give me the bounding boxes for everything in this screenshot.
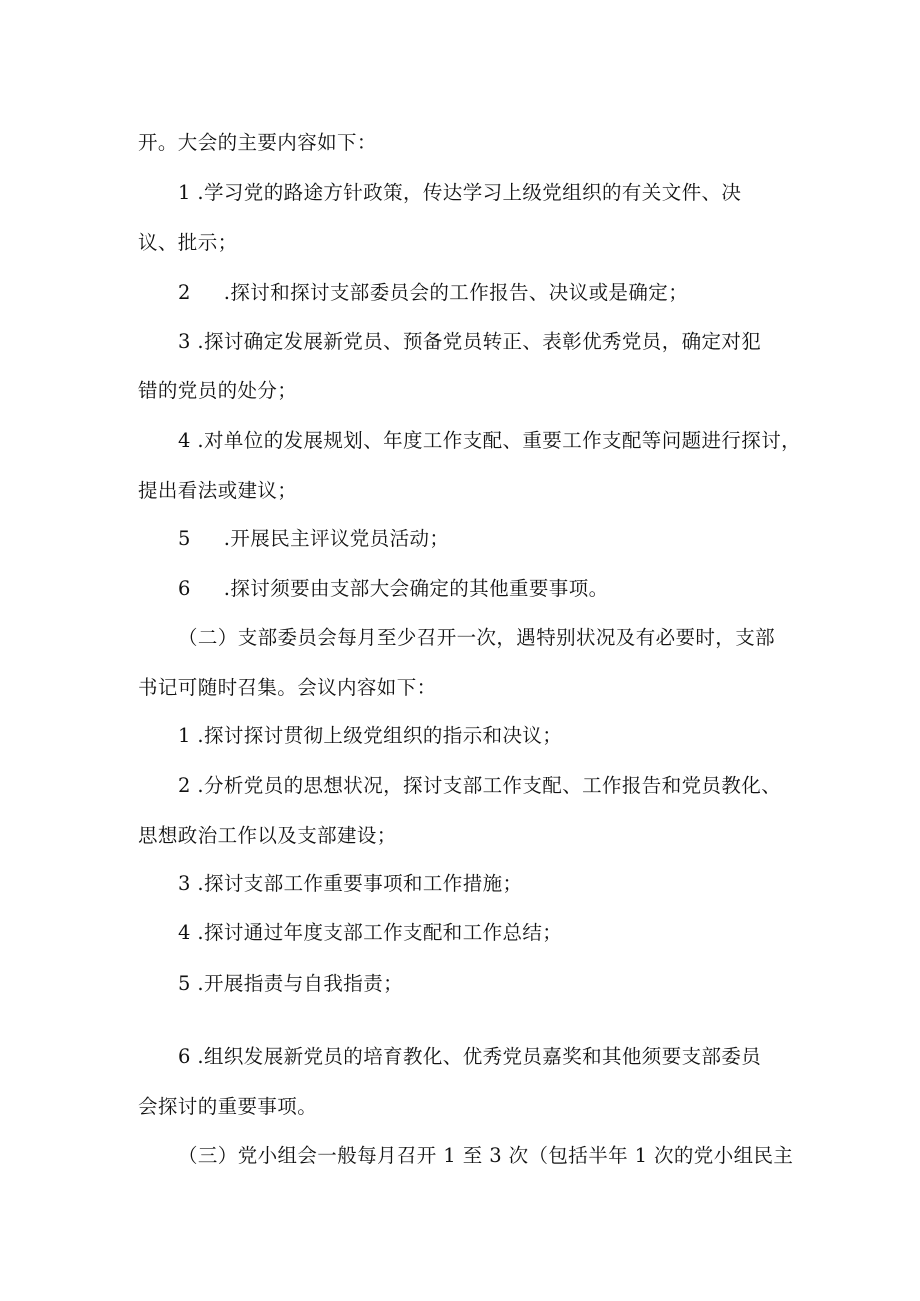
text-line: 2 .探讨和探讨支部委员会的工作报告、决议或是确定； bbox=[178, 281, 689, 304]
text-line: （二）支部委员会每月至少召开一次，遇特别状况及有必要时，支部 bbox=[178, 626, 776, 649]
text-line: 会探讨的重要事项。 bbox=[138, 1095, 318, 1118]
text-line: 6 .组织发展新党员的培育教化、优秀党员嘉奖和其他须要支部委员 bbox=[178, 1045, 762, 1068]
text-line: 5 .开展指责与自我指责； bbox=[178, 972, 404, 995]
text-line: 5 .开展民主评议党员活动； bbox=[178, 527, 450, 550]
text-line: （三）党小组会一般每月召开 1 至 3 次（包括半年 1 次的党小组民主 bbox=[178, 1144, 794, 1167]
text-line: 3 .探讨确定发展新党员、预备党员转正、表彰优秀党员，确定对犯 bbox=[178, 330, 762, 353]
text-line: 错的党员的处分； bbox=[138, 379, 298, 402]
text-line: 思想政治工作以及支部建设； bbox=[138, 824, 397, 847]
text-line: 4 .探讨通过年度支部工作支配和工作总结； bbox=[178, 921, 563, 944]
text-line: 2 .分析党员的思想状况，探讨支部工作支配、工作报告和党员教化、 bbox=[178, 774, 782, 797]
text-line: 提出看法或建议； bbox=[138, 479, 298, 502]
text-line: 3 .探讨支部工作重要事项和工作措施； bbox=[178, 872, 523, 895]
text-line: 1 .学习党的路途方针政策，传达学习上级党组织的有关文件、决 bbox=[178, 181, 742, 204]
text-line: 1 .探讨探讨贯彻上级党组织的指示和决议； bbox=[178, 724, 563, 747]
text-line: 议、批示； bbox=[138, 231, 238, 254]
text-line: 开。大会的主要内容如下： bbox=[138, 131, 377, 154]
text-line: 4 .对单位的发展规划、年度工作支配、重要工作支配等问题进行探讨， bbox=[178, 429, 802, 452]
text-line: 6 .探讨须要由支部大会确定的其他重要事项。 bbox=[178, 577, 609, 600]
text-line: 书记可随时召集。会议内容如下： bbox=[138, 676, 437, 699]
